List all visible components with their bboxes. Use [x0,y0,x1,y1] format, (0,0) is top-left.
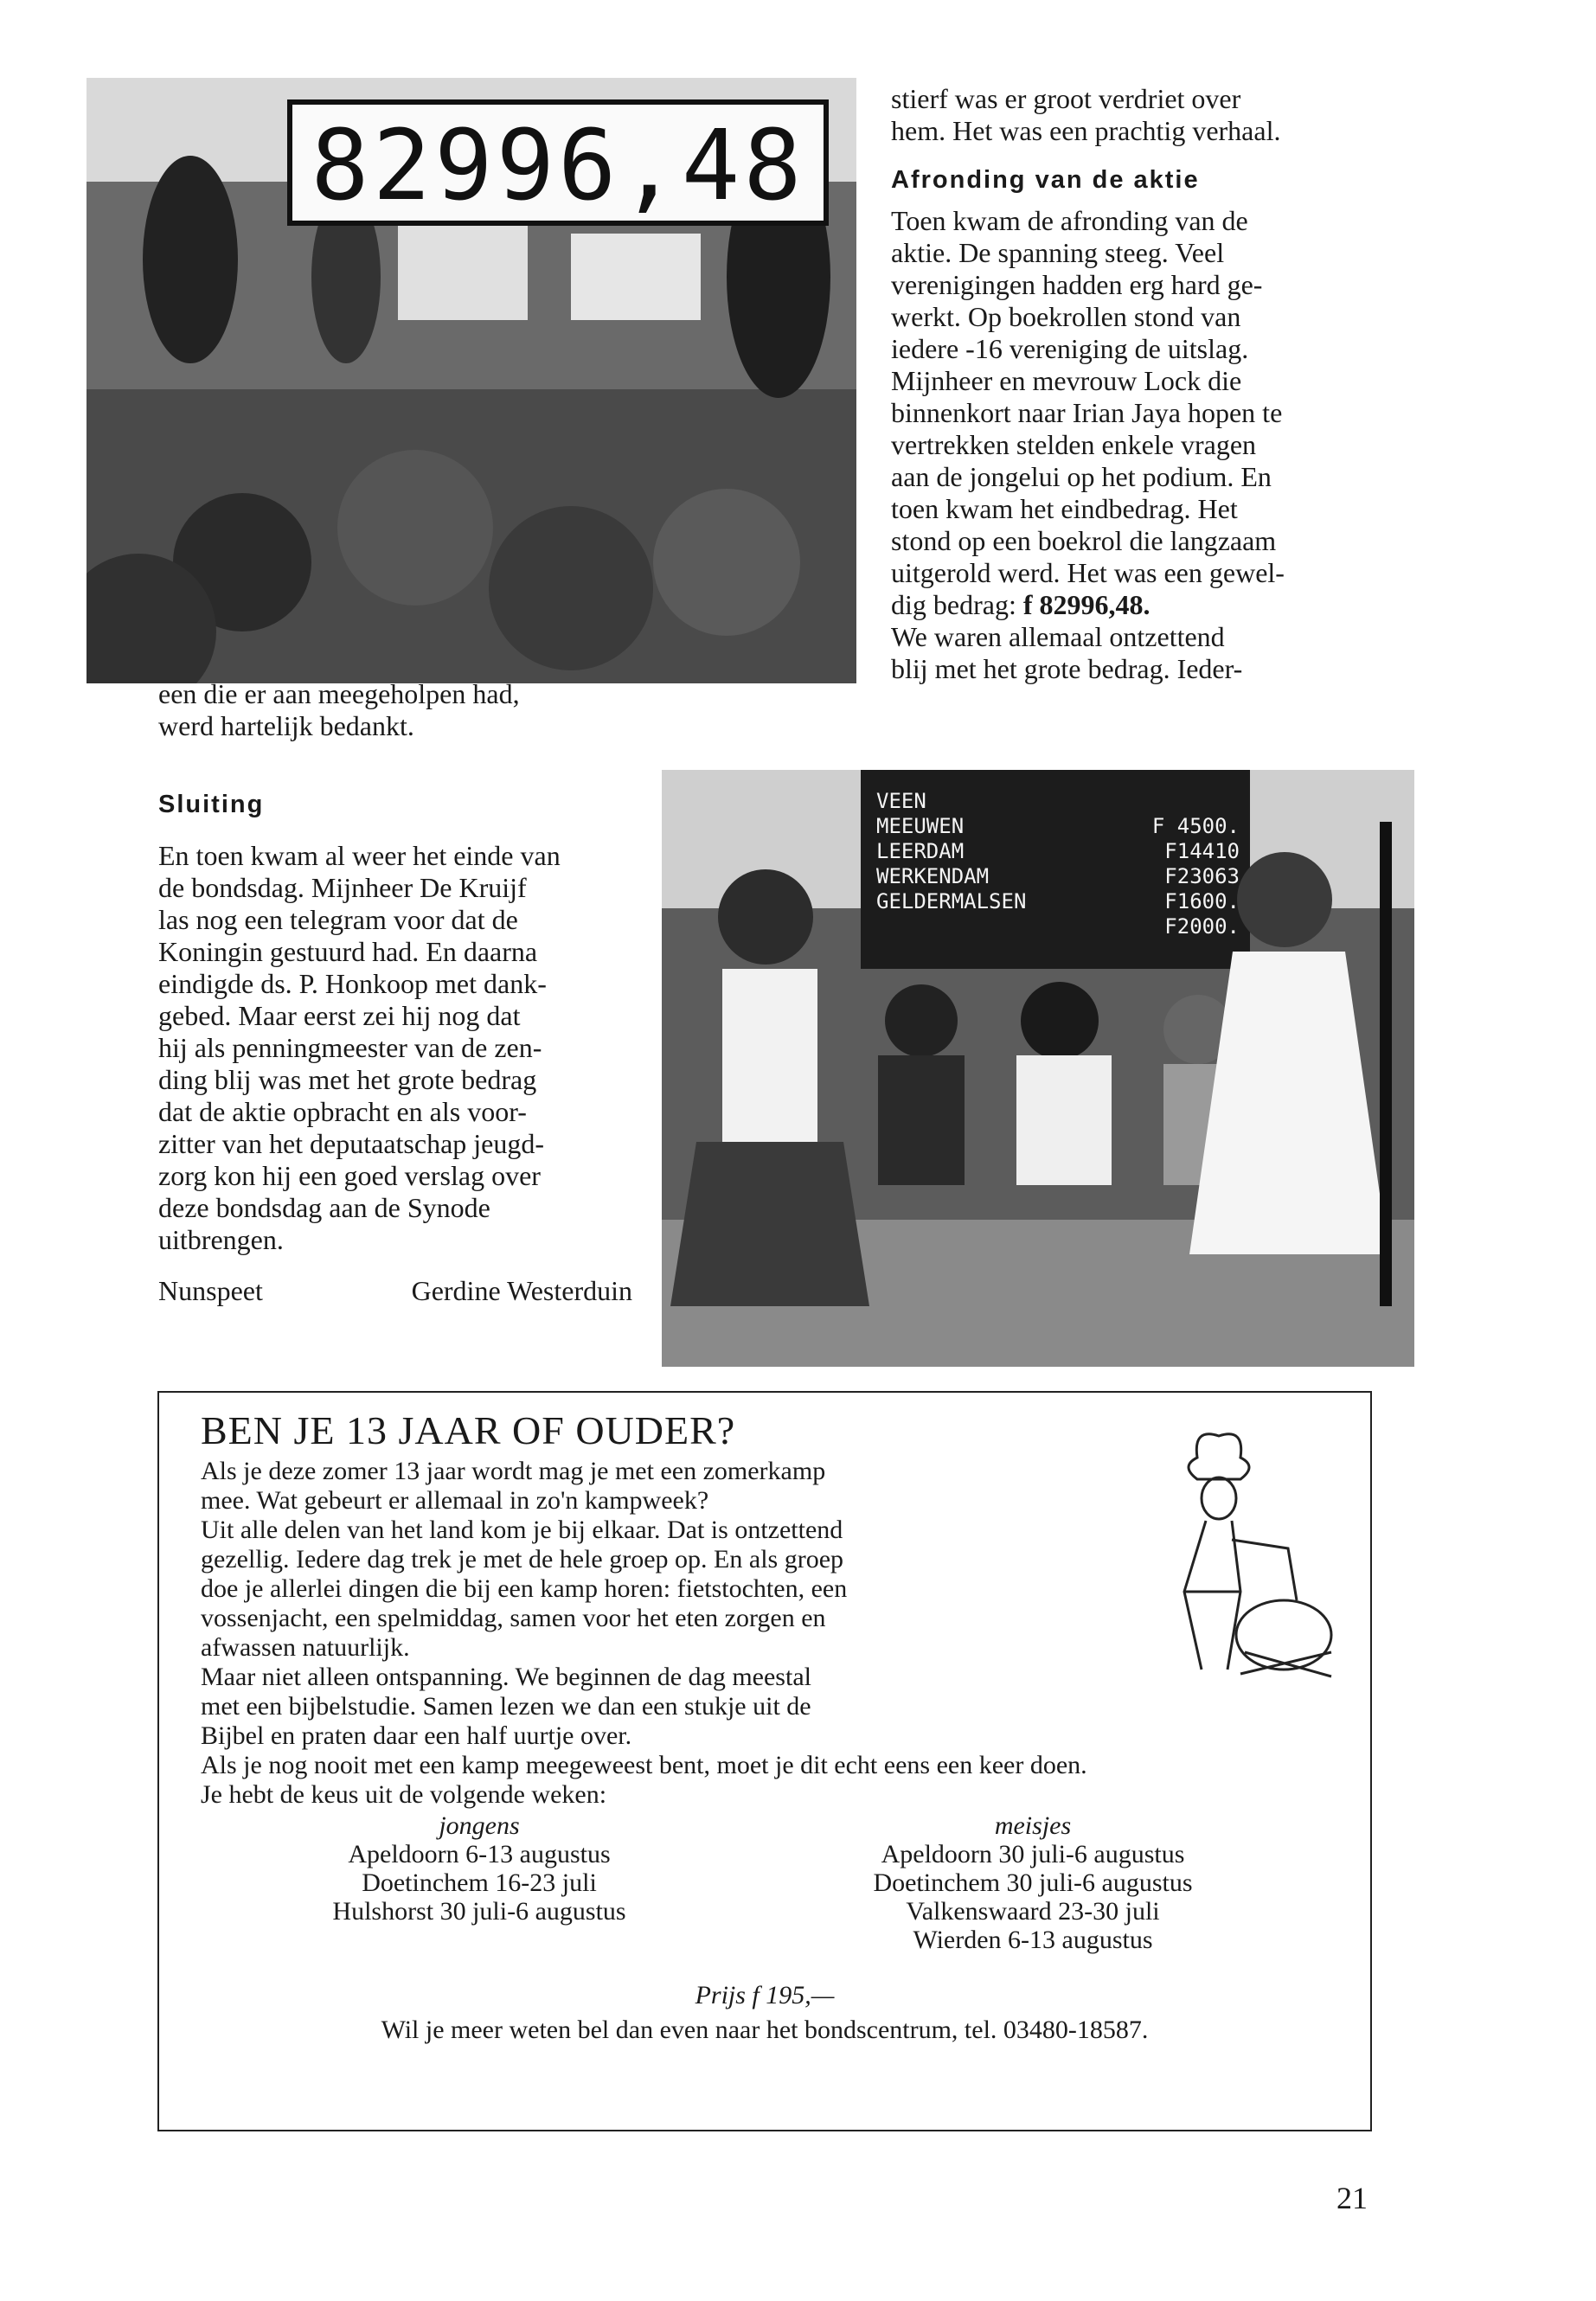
body-line: Toen kwam de afronding van de [891,205,1248,236]
caption-line: werd hartelijk bedankt. [158,710,414,741]
ad-line: Bijbel en praten daar een half uurtje over. [201,1721,632,1750]
week-item: Apeldoorn 30 juli-6 augustus [881,1840,1185,1868]
board-row [876,839,1240,864]
ad-line: met een bijbelstudie. Samen lezen we dan een stukje uit de [201,1692,811,1721]
board-row [876,814,1240,839]
body-line: vertrekken stelden enkele vragen [891,429,1257,460]
amount-prefix: dig bedrag: [891,589,1023,620]
ad-line: Maar niet alleen ontspanning. We beginnen de dag meestal [201,1663,811,1691]
ad-line: vossenjacht, een spelmiddag, samen voor het eten zorgen en [201,1604,826,1632]
weeks-girls [799,1811,1266,1954]
ad-body [201,1457,1360,1810]
body-line: We waren allemaal ontzettend [891,621,1225,652]
kamp-advertisement [157,1391,1372,2131]
body-line: Koningin gestuurd had. En daarna [158,936,538,967]
week-item: Doetinchem 16-23 juli [362,1868,597,1897]
board-amount: F2000. [1164,914,1240,939]
place: Nunspeet [158,1275,263,1306]
week-item: Hulshorst 30 juli-6 augustus [332,1897,626,1926]
board-row [876,889,1240,914]
board-name: GELDERMALSEN [876,889,1027,913]
weeks-boys [254,1811,704,1926]
ad-price: Prijs f 195,— [695,1981,835,2009]
photo-top-stage [87,78,856,683]
body-line: verenigingen hadden erg hard ge- [891,269,1263,300]
body-line: Mijnheer en mevrouw Lock die [891,365,1242,396]
boys-heading: jongens [439,1811,520,1840]
body-line: hij als penningmeester van de zen- [158,1032,542,1063]
body-line: aktie. De spanning steeg. Veel [891,237,1225,268]
week-item: Apeldoorn 6-13 augustus [348,1840,611,1868]
board-amount: F1600. [1164,889,1240,913]
body-line: En toen kwam al weer het einde van [158,840,561,871]
ad-line: gezellig. Iedere dag trek je met de hele groep op. En als groep [201,1545,844,1574]
body-line: toen kwam het eindbedrag. Het [891,493,1238,524]
ad-title: BEN JE 13 JAAR OF OUDER? [201,1408,736,1452]
ad-contact: Wil je meer weten bel dan even naar het bondscentrum, tel. 03480-18587. [381,2016,1149,2044]
body-line: aan de jongelui op het podium. En [891,461,1272,492]
page-number: 21 [1336,2181,1368,2215]
body-line: ding blij was met het grote bedrag [158,1064,537,1095]
body-line: stond op een boekrol die langzaam [891,525,1277,556]
body-line: zorg kon hij een goed verslag over [158,1160,541,1191]
week-item: Wierden 6-13 augustus [913,1926,1153,1954]
ad-line: Als je deze zomer 13 jaar wordt mag je met een zomerkamp [201,1457,826,1485]
caption-left [158,678,643,742]
week-item: Doetinchem 30 juli-6 augustus [873,1868,1193,1897]
body-line: deze bondsdag aan de Synode [158,1192,490,1223]
body-line: gebed. Maar eerst zei hij nog dat [158,1000,521,1031]
body-line: dat de aktie opbracht en als voor- [158,1096,527,1127]
body-line: binnenkort naar Irian Jaya hopen te [891,397,1283,428]
caption-line: een die er aan meegeholpen had, [158,678,520,709]
right-column [891,83,1367,685]
board-amount: F23063 [1164,864,1240,888]
section-heading-afronding: Afronding van de aktie [891,166,1200,194]
body-line: uitgerold werd. Het was een gewel- [891,557,1285,588]
body-line: eindigde ds. P. Honkoop met dank- [158,968,547,999]
board-amount: F 4500. [1151,814,1240,838]
amount-line [891,589,1367,621]
body-line: iedere -16 vereniging de uitslag. [891,333,1249,364]
body-line: uitbrengen. [158,1224,284,1255]
photo-bottom-girls [662,770,1414,1367]
author: Gerdine Westerduin [411,1275,632,1306]
intro-line: hem. Het was een prachtig verhaal. [891,115,1281,146]
intro-line: stierf was er groot verdriet over [891,83,1241,114]
board-row [876,914,1240,939]
board-name: LEERDAM [876,839,965,863]
board-name: VEEN [876,789,926,813]
section-heading-sluiting: Sluiting [158,791,265,818]
ad-line: Uit alle delen van het land kom je bij elkaar. Dat is ontzettend [201,1516,843,1544]
girls-heading: meisjes [994,1811,1072,1840]
body-line: de bondsdag. Mijnheer De Kruijf [158,872,527,903]
board-name: WERKENDAM [876,864,990,888]
body-line: werkt. Op boekrollen stond van [891,301,1241,332]
body-line: blij met het grote bedrag. Ieder- [891,653,1243,684]
week-item: Valkenswaard 23-30 juli [906,1897,1160,1926]
signature-line [158,1275,632,1307]
board-amount: F14410 [1164,839,1240,863]
ad-line: Als je nog nooit met een kamp meegeweest bent, moet je dit echt eens een keer doen. [201,1751,1087,1779]
ad-line: mee. Wat gebeurt er allemaal in zo'n kampweek? [201,1486,709,1515]
board-name: MEEUWEN [876,814,965,838]
ad-line: doe je allerlei dingen die bij een kamp horen: fietstochten, een [201,1574,848,1603]
photo-sign-amount: 82996,48 [311,110,805,222]
board-row [876,864,1240,889]
ad-line: afwassen natuurlijk. [201,1633,410,1662]
body-line: las nog een telegram voor dat de [158,904,518,935]
body-line: zitter van het deputaatschap jeugd- [158,1128,545,1159]
final-amount: f 82996,48. [1022,589,1151,620]
sluiting-section [158,789,632,1307]
board-row [876,789,1240,814]
ad-line: Je hebt de keus uit de volgende weken: [201,1780,607,1809]
photo-board [876,789,1240,939]
